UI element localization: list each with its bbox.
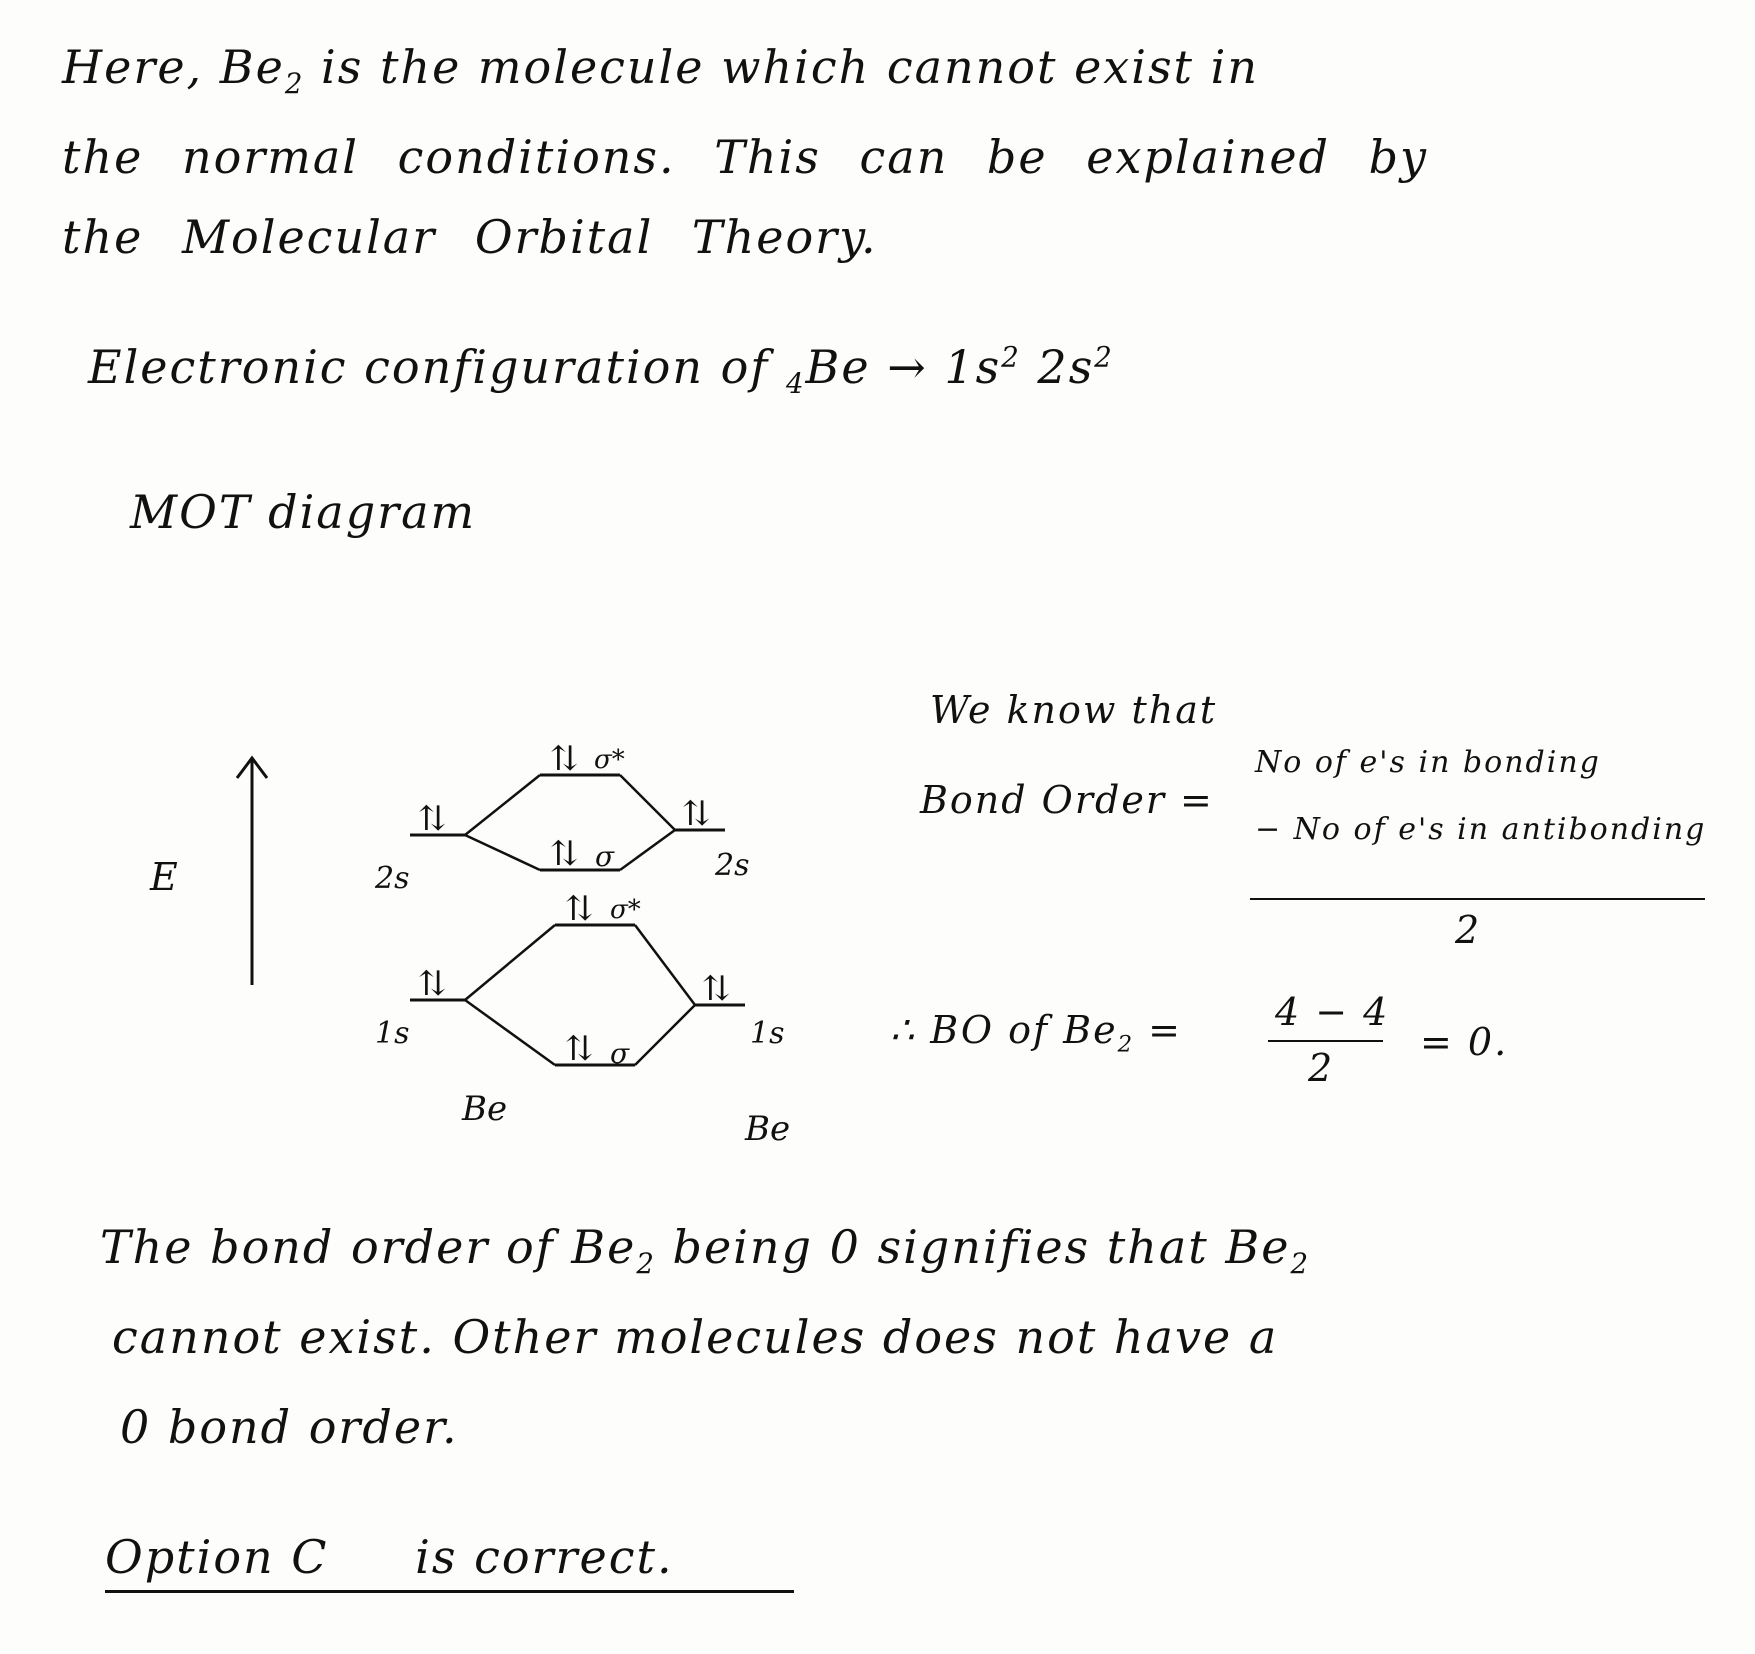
- conclusion-line-1: [100, 1220, 1310, 1280]
- answer-rest-text: is correct.: [415, 1530, 674, 1584]
- mot-diagram-heading: MOT diagram: [130, 485, 477, 539]
- bo-calc-fraction-bar: [1268, 1040, 1383, 1042]
- config-1s-superscript: 2: [1001, 340, 1021, 374]
- left-atom-label: Be: [462, 1089, 508, 1129]
- left-1s-label: 1s: [375, 1016, 410, 1051]
- answer-line: [105, 1530, 794, 1593]
- mot-diagram: [120, 720, 820, 1160]
- bond-order-fraction-bar: [1250, 898, 1705, 900]
- electron-pair-sigma-star-1s: ⇅: [565, 889, 594, 929]
- right-atom-label: Be: [745, 1109, 791, 1149]
- config-arrow: →: [887, 340, 928, 394]
- left-2s-label: 2s: [375, 861, 410, 896]
- bo-calc-equals: =: [1148, 1008, 1183, 1052]
- sigma-2s-label: σ: [595, 840, 615, 873]
- config-label: Electronic configuration of: [88, 340, 770, 394]
- intro-line-1-text: Here, Be: [62, 40, 285, 94]
- config-2s-superscript: 2: [1094, 340, 1114, 374]
- electron-pair-right-2s: ⇅: [682, 794, 711, 834]
- config-2s: 2s: [1037, 340, 1095, 394]
- bond-order-label: Bond Order =: [920, 778, 1214, 822]
- intro-line-3: the Molecular Orbital Theory.: [62, 210, 878, 264]
- conclusion-line-1-text: The bond order of Be: [100, 1220, 637, 1274]
- electronic-configuration-line: [88, 340, 1114, 400]
- conclusion-line-1-subscript: 2: [636, 1247, 656, 1281]
- bond-order-numerator-2: − No of e's in antibonding: [1255, 812, 1707, 847]
- intro-line-1-subscript: 2: [284, 67, 305, 101]
- answer-option-label: Option C: [105, 1530, 329, 1584]
- conclusion-line-2: cannot exist. Other molecules does not have a: [112, 1310, 1279, 1364]
- bo-calculation-prefix: [890, 1008, 1182, 1058]
- sigma-star-2s-label: σ*: [594, 745, 625, 775]
- bond-order-denominator: 2: [1455, 908, 1482, 952]
- bo-calc-text: ∴ BO of Be: [890, 1008, 1118, 1052]
- electron-pair-sigma-2s: ⇅: [550, 834, 579, 874]
- we-know-that: We know that: [930, 688, 1218, 732]
- electron-pair-right-1s: ⇅: [702, 969, 731, 1009]
- bo-calc-numerator: 4 − 4: [1275, 990, 1390, 1034]
- sigma-1s-label: σ: [610, 1037, 630, 1070]
- config-atomic-number: 4: [785, 367, 806, 401]
- right-2s-label: 2s: [715, 848, 750, 883]
- config-1s: 1s: [944, 340, 1002, 394]
- sigma-star-1s-label: σ*: [610, 895, 641, 925]
- right-1s-label: 1s: [750, 1016, 785, 1051]
- conclusion-line-1-rest: being 0 signifies that Be: [672, 1220, 1291, 1274]
- bond-order-numerator-1: No of e's in bonding: [1255, 745, 1601, 780]
- bo-calc-result: = 0.: [1420, 1020, 1509, 1064]
- electron-pair-sigma-star-2s: ⇅: [550, 739, 579, 779]
- answer-underlined: [105, 1530, 794, 1593]
- energy-axis-label: E: [150, 855, 178, 899]
- bo-calc-denominator: 2: [1308, 1046, 1335, 1090]
- conclusion-line-3: 0 bond order.: [120, 1400, 459, 1454]
- electron-pair-left-1s: ⇅: [418, 964, 447, 1004]
- config-atom: Be: [805, 340, 871, 394]
- intro-line-2: the normal conditions. This can be explained by: [62, 130, 1429, 184]
- bo-calc-subscript: 2: [1117, 1031, 1135, 1058]
- intro-line-1: [62, 40, 1259, 100]
- electron-pair-sigma-1s: ⇅: [565, 1029, 594, 1069]
- electron-pair-left-2s: ⇅: [418, 799, 447, 839]
- conclusion-line-1-subscript-2: 2: [1290, 1247, 1311, 1281]
- intro-line-1-rest: is the molecule which cannot exist in: [321, 40, 1259, 94]
